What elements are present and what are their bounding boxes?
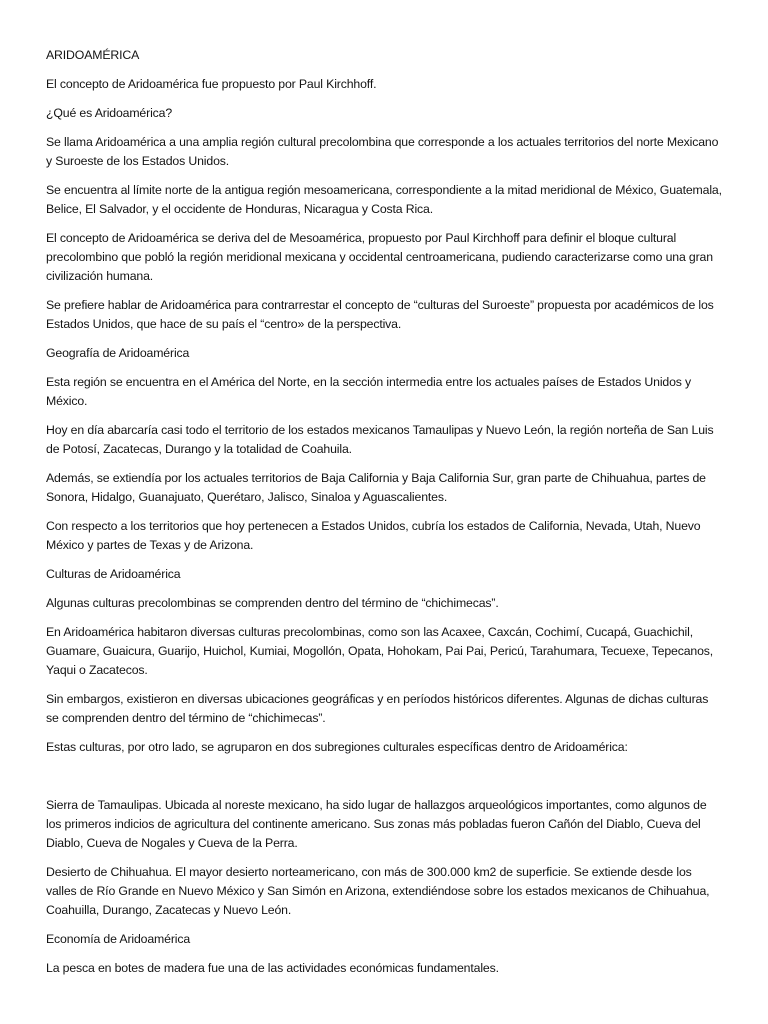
section-heading-geografia: Geografía de Aridoamérica: [46, 346, 190, 360]
paragraph-preference: Se prefiere hablar de Aridoamérica para contrarrestar el concepto de “culturas del Suroeste” propuesta por académicos de los Estados Unidos, que hace de su país el “centro» de la perspectiva.: [46, 298, 714, 331]
paragraph-chichimecas: Algunas culturas precolombinas se comprenden dentro del término de “chichimecas”.: [46, 596, 499, 610]
paragraph-pesca: La pesca en botes de madera fue una de las actividades económicas fundamentales.: [46, 961, 499, 975]
paragraph-desierto-chihuahua: Desierto de Chihuahua. El mayor desierto norteamericano, con más de 300.000 km2 de superficie. Se extiende desde los valles de Río Grande en Nuevo México y San Simón en Arizona, extendiéndose sobre los estados mexicanos de Chihuahua, Coahuilla, Durango, Zacatecas y Nuevo León.: [46, 865, 710, 917]
document-title: ARIDOAMÉRICA: [46, 48, 140, 62]
paragraph-concept: El concepto de Aridoamérica se deriva del de Mesoamérica, propuesto por Paul Kirchhoff para definir el bloque cultural precolombino que pobló la región meridional mexicana y occidental centroamericana, pudiendo caracterizarse como una gran civilización humana.: [46, 231, 713, 283]
paragraph-definition: Se llama Aridoamérica a una amplia región cultural precolombina que corresponde a los actuales territorios del norte Mexicano y Suroeste de los Estados Unidos.: [46, 135, 719, 168]
intro-paragraph: El concepto de Aridoamérica fue propuesto por Paul Kirchhoff.: [46, 77, 377, 91]
section-heading-culturas: Culturas de Aridoamérica: [46, 567, 181, 581]
paragraph-region: Esta región se encuentra en el América del Norte, en la sección intermedia entre los actuales países de Estados Unidos y México.: [46, 375, 692, 408]
document-page: [46, 46, 722, 988]
paragraph-cultures-list: En Aridoamérica habitaron diversas culturas precolombinas, como son las Acaxee, Caxcán, Cochimí, Cucapá, Guachichil, Guamare, Guaicura, Guarijo, Huichol, Kumiai, Mogollón, Opata, Hohokam, Pai Pai, Pericú, Tarahumara, Tecuexe, Tepecanos, Yaqui o Zacatecos.: [46, 625, 714, 677]
paragraph-sierra-tamaulipas: Sierra de Tamaulipas. Ubicada al noreste mexicano, ha sido lugar de hallazgos arqueológicos importantes, como algunos de los primeros indicios de agricultura del continente americano. Sus zonas más pobladas fueron Cañón del Diablo, Cueva del Diablo, Cueva de Nogales y Cueva de la Perra.: [46, 798, 707, 850]
paragraph-subregions: Estas culturas, por otro lado, se agruparon en dos subregiones culturales específicas dentro de Aridoamérica:: [46, 740, 628, 754]
paragraph-extension: Además, se extiendía por los actuales territorios de Baja California y Baja California Sur, gran parte de Chihuahua, partes de Sonora, Hidalgo, Guanajuato, Querétaro, Jalisco, Sinaloa y Aguascalientes.: [46, 471, 706, 504]
paragraph-location: Se encuentra al límite norte de la antigua región mesoamericana, correspondiente a la mitad meridional de México, Guatemala, Belice, El Salvador, y el occidente de Honduras, Nicaragua y Costa Rica.: [46, 183, 722, 216]
paragraph-locations: Sin embargos, existieron en diversas ubicaciones geográficas y en períodos históricos diferentes. Algunas de dichas culturas se comprenden dentro del término de “chichimecas”.: [46, 692, 709, 725]
paragraph-territory: Hoy en día abarcaría casi todo el territorio de los estados mexicanos Tamaulipas y Nuevo León, la región norteña de San Luis de Potosí, Zacatecas, Durango y la totalidad de Coahuila.: [46, 423, 714, 456]
question-heading: ¿Qué es Aridoamérica?: [46, 106, 173, 120]
section-heading-economia: Economía de Aridoamérica: [46, 932, 191, 946]
paragraph-usa-territories: Con respecto a los territorios que hoy pertenecen a Estados Unidos, cubría los estados de California, Nevada, Utah, Nuevo México y partes de Texas y de Arizona.: [46, 519, 701, 552]
